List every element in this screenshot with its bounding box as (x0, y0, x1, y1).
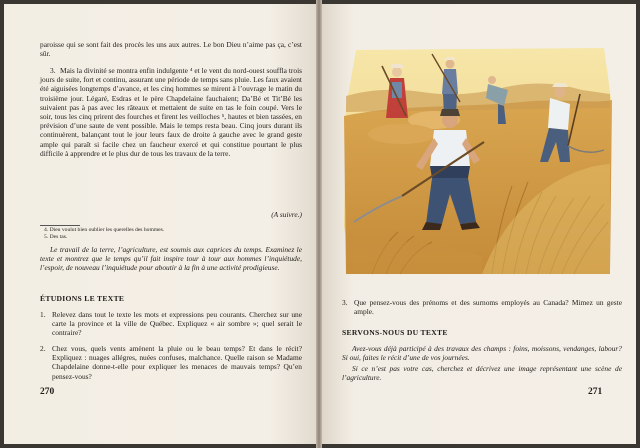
question-1-text: Relevez dans tout le texte les mots et expressions peu courants. Cherchez sur une carte la province et la ville de Québec. Expliquez « air sombre »; quel serait le contraire? (52, 310, 302, 338)
question-3-number: 3. (342, 298, 348, 307)
question-3 (342, 298, 622, 316)
section-heading-servons: SERVONS-NOUS DU TEXTE (342, 328, 448, 337)
question-1-number: 1. (40, 310, 46, 319)
question-2 (40, 344, 302, 381)
to-follow-note: (A suivre.) (271, 210, 302, 219)
page-number-left: 270 (40, 387, 55, 397)
paragraph-3-number: 3. (50, 66, 56, 75)
footnote-5: 5. Des tas. (44, 234, 68, 240)
activity-paragraph-2: Si ce n’est pas votre cas, cherchez et décrivez une image représentant une scène de l’agriculture. (342, 364, 622, 383)
question-2-text: Chez vous, quels vents amènent la pluie ou le beau temps? Et dans le récit? Expliquez : nuages allégres, nuées confuses, malchance. Quelle raison se Madame Chapdelaine donne-t-elle pour expliquer les menaces de mauvais temps? Qu’en pensez-vous? (52, 344, 302, 381)
intro-italic-paragraph: Le travail de la terre, l’agriculture, est soumis aux caprices du temps. Examinez le texte et montrez que le temps qu’il fait inspire tour à tour aux hommes l’inquiétude, l’espoir, de nouveau l’inquiétude pour aboutir à la fin à une activité prodigieuse. (40, 245, 302, 273)
question-1 (40, 310, 302, 338)
footnote-divider (40, 225, 80, 226)
paragraph-3-text: Mais la divinité se montra enfin indulgente ⁴ et le vent du nord-ouest souffla trois jours de suite, fort et continu, assurant une période de temps sans pluie. Les faux avaient été aiguisées longtemps d’avance, et les cinq hommes se mirent à l’ouvrage le matin du troisième jour. Légaré, Esdras et le père Chapdelaine fauchaient; Da’Bé et Tit’Bé les suivaient pas à pas avec les râteaux et mettaient de suite en tas le foin coupé. Vers le soir, tous les cinq prirent des fourches et firent les veilloches ⁵, hautes et bien tassées, en prévision d’une saute de vent possible. Mais le temps resta beau. Cinq jours durant ils continuèrent, balançant tout le jour leurs faux de droite à gauche avec le grand geste ample qui paraît si facile chez un faucheur exercé et qui constitue pourtant le plus difficile à apprendre et le plus dur de tous les travaux de la terre. (40, 66, 302, 158)
question-2-number: 2. (40, 344, 46, 353)
hay-pile-2 (368, 124, 436, 144)
page-number-right: 271 (588, 387, 603, 397)
paragraph-3 (40, 66, 302, 158)
haymaking-illustration (342, 46, 614, 276)
section-heading-etudions: ÉTUDIONS LE TEXTE (40, 294, 125, 303)
paragraph-intro: paroisse qui se sont fait des procès les uns aux autres. Le bon Dieu n’aime pas ça, c’est sûr. (40, 40, 302, 59)
right-page (322, 4, 636, 444)
question-3-text: Que pensez-vous des prénoms et des surnoms employés au Canada? Mimez un geste ample. (354, 298, 622, 317)
activity-paragraph-1: Avez-vous déjà participé à des travaux des champs : foins, moissons, vendanges, labour? Si oui, faites le récit d’une de vos journées. (342, 344, 622, 363)
footnote-4: 4. Dieu voulut bien oublier les querelles des hommes. (44, 227, 165, 233)
left-page (4, 4, 316, 444)
